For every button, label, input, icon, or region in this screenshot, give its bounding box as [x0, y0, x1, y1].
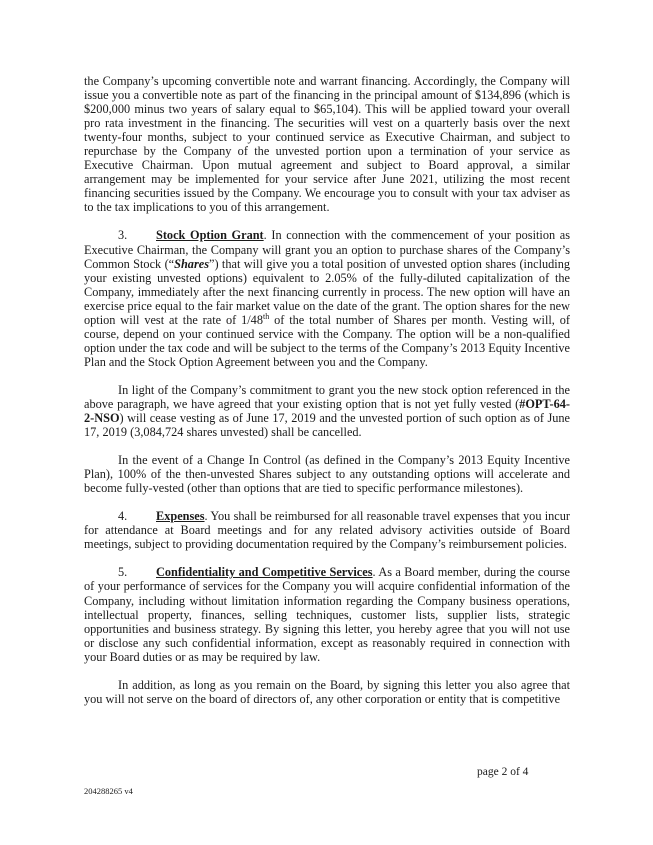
section-text: ”) that will give you a total position of unvested option shares (including your existing unvested options) equivalent to 2.05% of the fully-diluted capitalization of the Company, immediately after the next financing currently in process. The new option will have an exercise price equal to the fair market value on the date of the grant. The option shares for the new option will vest at the rate of 1/48 [84, 256, 570, 327]
paragraph-text: ) will cease vesting as of June 17, 2019 and the unvested portion of such option as of June 17, 2019 (3,084,724 shares unvested) shall be cancelled. [84, 411, 570, 440]
section-heading: Expenses [156, 509, 205, 524]
section-text: . As a Board member, during the course of your performance of services for the Company you will acquire confidential information of the Company, including without limitation information regarding the Company business operations, intellectual property, finances, selling techniques, customer lists, supplier lists, strategic opportunities and business strategy. By signing this letter, you hereby agree that you will not use or disclose any such confidential information, except as reasonably required in connection with your Board duties or as may be required by law. [84, 565, 570, 664]
letter-body [84, 74, 570, 720]
carryover-paragraph: the Company’s upcoming convertible note and warrant financing. Accordingly, the Company will issue you a convertible note as part of the financing in the principal amount of $134,896 (which is $200,000 minus two years of salary equal to $65,104). This will be applied toward your overall pro rata investment in the financing. The securities will vest on a quarterly basis over the next twenty-four months, subject to your continued service as Executive Chairman, and subject to repurchase by the Company of the unvested portion upon a termination of your service as Executive Chairman. Upon mutual agreement and subject to Board approval, a similar arrangement may be implemented for your service after June 2021, utilizing the most recent financing securities issued by the Company. We encourage you to consult with your tax adviser as to the tax implications to you of this arrangement. [84, 74, 570, 215]
addition-paragraph: In addition, as long as you remain on the Board, by signing this letter you also agree that you will not serve on the board of directors of, any other corporation or entity that is competitive [84, 677, 570, 706]
section-heading: Stock Option Grant [156, 228, 264, 243]
page-number: page 2 of 4 [477, 766, 529, 778]
section-4-expenses [84, 509, 570, 551]
superscript: th [262, 311, 270, 321]
section-3-stock-option-grant [84, 228, 570, 368]
option-cancellation-paragraph [84, 383, 570, 439]
document-id: 204288265 v4 [84, 786, 133, 796]
section-number: 3. [118, 228, 128, 243]
section-number: 4. [118, 509, 128, 524]
paragraph-text: In light of the Company’s commitment to grant you the new stock option referenced in the above paragraph, we have agreed that your existing option that is not yet fully vested ( [84, 382, 570, 411]
section-text: of the total number of Shares per month. Vesting will, of course, depend on your continued service with the Company. The option will be a non-qualified option under the tax code and will be subject to the terms of the Company’s 2013 Equity Incentive Plan and the Stock Option Agreement between you and the Company. [84, 312, 570, 369]
section-5-confidentiality [84, 565, 570, 663]
section-text: . You shall be reimbursed for all reasonable travel expenses that you incur for attendance at Board meetings and for any related advisory activities outside of Board meetings, subject to providing documentation required by the Company’s reimbursement policies. [84, 509, 570, 552]
defined-term: Shares [174, 256, 209, 271]
section-text: . In connection with the commencement of your position as Executive Chairman, the Company will grant you an option to purchase shares of the Company’s Common Stock (“ [84, 228, 570, 271]
change-in-control-paragraph: In the event of a Change In Control (as defined in the Company’s 2013 Equity Incentive Plan), 100% of the then-unvested Shares subject to any outstanding options will accelerate and become fully-vested (other than options that are tied to specific performance milestones). [84, 453, 570, 496]
section-number: 5. [118, 565, 128, 580]
option-id: #OPT-64-2-NSO [84, 396, 570, 426]
section-heading: Confidentiality and Competitive Services [156, 565, 373, 580]
